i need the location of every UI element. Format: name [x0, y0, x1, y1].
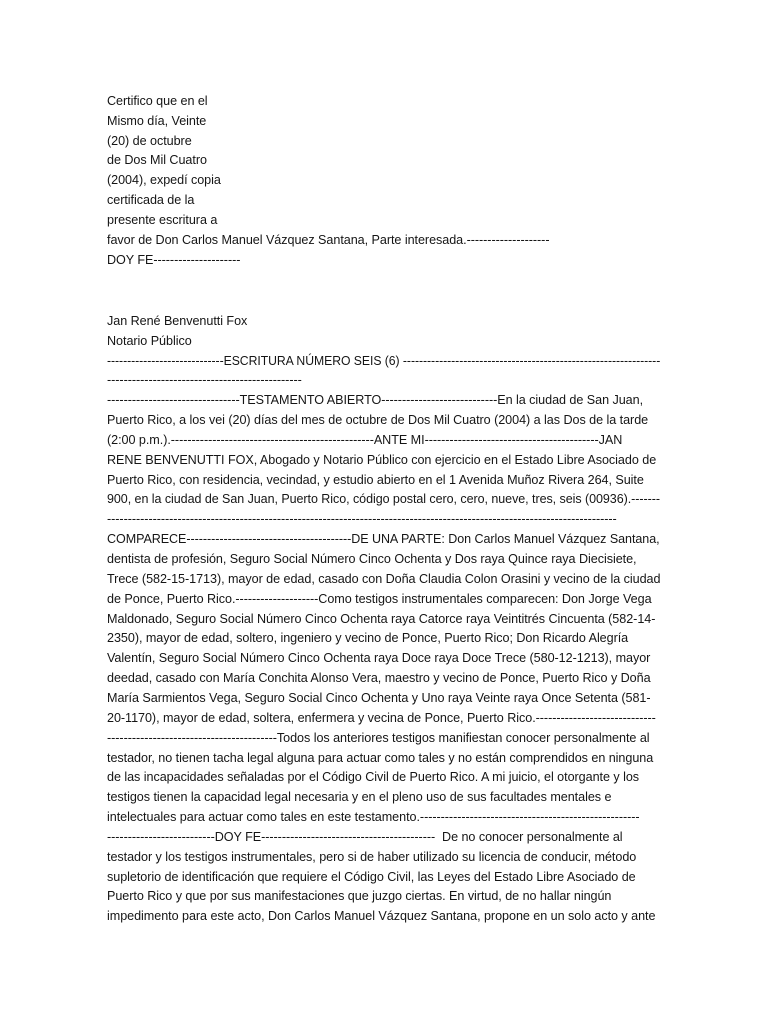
deed-line: dentista de profesión, Seguro Social Número Cinco Ochenta y Dos raya Quince raya Diecisiete,	[107, 552, 637, 566]
certificate-line: DOY FE---------------------	[107, 253, 241, 267]
notary-name: Jan René Benvenutti Fox	[107, 314, 248, 328]
deed-line: de Ponce, Puerto Rico.--------------------Como testigos instrumentales comparecen: Don Jorge Vega	[107, 592, 652, 606]
deed-line: 20-1170), mayor de edad, soltera, enfermera y vecina de Ponce, Puerto Rico.-----------------------------	[107, 711, 656, 725]
deed-line: supletorio de identificación que requiere el Código Civil, las Leyes del Estado Libre Asociado de	[107, 870, 636, 884]
certificate-line: (20) de octubre	[107, 134, 192, 148]
deed-line: -----------------------------------------------	[107, 373, 302, 387]
deed-line: Puerto Rico, a los vei (20) días del mes de octubre de Dos Mil Cuatro (2004) a las Dos de la tarde	[107, 413, 649, 427]
deed-line: 900, en la ciudad de San Juan, Puerto Rico, código postal cero, cero, nueve, tres, seis (00936).-------	[107, 492, 660, 506]
certificate-line: de Dos Mil Cuatro	[107, 153, 207, 167]
deed-line: 2350), mayor de edad, soltero, ingeniero y vecino de Ponce, Puerto Rico; Don Ricardo Alegría	[107, 631, 629, 645]
certificate-line: presente escritura a	[107, 213, 218, 227]
notary-title: Notario Público	[107, 334, 192, 348]
deed-line: --------------------------------TESTAMENTO ABIERTO----------------------------En la ciudad de San Juan,	[107, 393, 644, 407]
deed-line: Maldonado, Seguro Social Número Cinco Ochenta raya Catorce raya Veintitrés Cincuenta (582-14-	[107, 612, 656, 626]
deed-line: -----------------------------------------Todos los anteriores testigos manifiestan conocer personalmente al	[107, 731, 650, 745]
certificate-line: favor de Don Carlos Manuel Vázquez Santana, Parte interesada.--------------------	[107, 233, 550, 247]
deed-line: intelectuales para actuar como tales en este testamento.-----------------------------------------------------	[107, 810, 640, 824]
deed-line: impedimento para este acto, Don Carlos Manuel Vázquez Santana, propone en un solo acto y ante	[107, 909, 656, 923]
deed-line: testigos tienen la capacidad legal necesaria y en el pleno uso de sus facultades mentales e	[107, 790, 612, 804]
deed-line: Trece (582-15-1713), mayor de edad, casado con Doña Claudia Colon Orasini y vecino de la ciudad	[107, 572, 661, 586]
certificate-line: Certifico que en el	[107, 94, 208, 108]
deed-line: Valentín, Seguro Social Número Cinco Ochenta raya Doce raya Doce Trece (580-12-1213), mayor	[107, 651, 651, 665]
deed-line: Puerto Rico y que por sus manifestaciones que juzgo ciertas. En virtud, de no hallar ningún	[107, 889, 612, 903]
deed-line: -----------------------------ESCRITURA NÚMERO SEIS (6) ----------------------------------------------------------------	[107, 354, 661, 368]
deed-line: RENE BENVENUTTI FOX, Abogado y Notario Público con ejercicio en el Estado Libre Asociado de	[107, 453, 657, 467]
deed-line: --------------------------DOY FE------------------------------------------ De no conocer personalmente al	[107, 830, 623, 844]
deed-line: Puerto Rico, con residencia, vecindad, y estudio abierto en el 1 Avenida Muñoz Rivera 264, Suite	[107, 473, 644, 487]
deed-line: María Sarmientos Vega, Seguro Social Cinco Ochenta y Uno raya Veinte raya Once Setenta (581-	[107, 691, 651, 705]
deed-line: (2:00 p.m.).-------------------------------------------------ANTE MI------------------------------------------JAN	[107, 433, 623, 447]
certificate-line: Mismo día, Veinte	[107, 114, 207, 128]
deed-line: testador y los testigos instrumentales, pero si de haber utilizado su licencia de conducir, método	[107, 850, 637, 864]
certificate-line: (2004), expedí copia	[107, 173, 221, 187]
deed-line: ---------------------------------------------------------------------------------------------------------------------------	[107, 512, 617, 526]
certificate-line: certificada de la	[107, 193, 195, 207]
deed-line: deedad, casado con María Conchita Alonso Vera, maestro y vecino de Ponce, Puerto Rico y Doña	[107, 671, 651, 685]
deed-line: testador, no tienen tacha legal alguna para actuar como tales y no están comprendidos en ninguna	[107, 751, 654, 765]
deed-line: de las incapacidades señaladas por el Código Civil de Puerto Rico. A mi juicio, el otorgante y los	[107, 770, 640, 784]
deed-line: COMPARECE----------------------------------------DE UNA PARTE: Don Carlos Manuel Vázquez Santana,	[107, 532, 660, 546]
